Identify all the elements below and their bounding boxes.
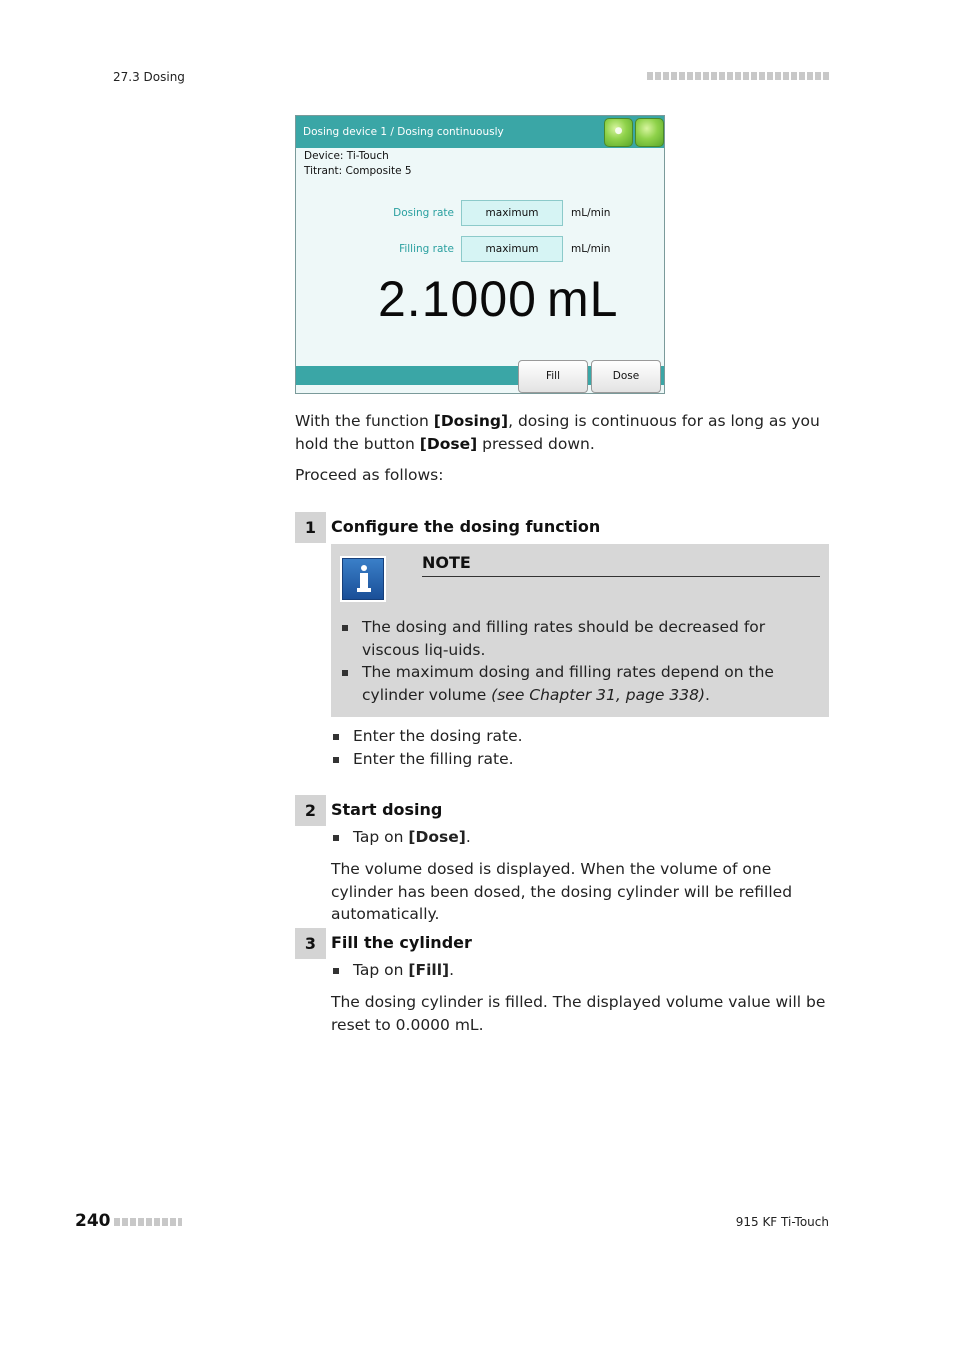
- intro-text: pressed down.: [477, 434, 595, 453]
- dose-button-ref: [Dose]: [419, 434, 478, 453]
- volume-unit: mL: [546, 271, 619, 327]
- bullet-text: Tap on: [353, 961, 409, 979]
- screen-title: Dosing device 1 / Dosing continuously: [303, 126, 504, 138]
- dosing-rate-unit: mL/min: [571, 207, 611, 219]
- step-title: Start dosing: [331, 800, 443, 819]
- step-2-bullets: [331, 826, 829, 849]
- header-decoration: [647, 72, 829, 80]
- dosing-rate-label: Dosing rate: [393, 207, 454, 219]
- filling-rate-unit: mL/min: [571, 243, 611, 255]
- intro-text: With the function: [295, 412, 434, 430]
- chapter-reference[interactable]: (see Chapter 31, page 338): [491, 685, 706, 704]
- intro-text: , dosing is continuous for as long as you hold the button: [295, 412, 820, 453]
- device-line: Device: Ti-Touch: [304, 150, 389, 162]
- dose-button-ref: [Dose]: [408, 828, 466, 846]
- bullet-text: Tap on: [353, 828, 409, 846]
- filling-rate-field[interactable]: maximum: [461, 236, 563, 262]
- proceed-paragraph: Proceed as follows:: [295, 466, 444, 484]
- screen-title-bar: [296, 116, 664, 148]
- dose-button[interactable]: Dose: [591, 360, 661, 393]
- footer-decoration: [114, 1218, 182, 1226]
- list-item: Enter the filling rate.: [331, 748, 829, 771]
- list-item: Enter the dosing rate.: [331, 725, 829, 748]
- note-title: NOTE: [422, 553, 471, 572]
- dosing-rate-field[interactable]: maximum: [461, 200, 563, 226]
- note-item-text: The maximum dosing and filling rates depend on the cylinder volume: [362, 663, 774, 704]
- fill-button[interactable]: Fill: [518, 360, 588, 393]
- step-number: 3: [295, 928, 326, 959]
- note-item-text: .: [705, 685, 710, 704]
- note-box: [331, 544, 829, 717]
- step-title: Fill the cylinder: [331, 933, 472, 952]
- titrant-line: Titrant: Composite 5: [304, 165, 412, 177]
- step-3-bullets: [331, 959, 829, 982]
- volume-display: [378, 270, 618, 328]
- list-item: [331, 826, 829, 849]
- back-button[interactable]: [635, 118, 664, 147]
- list-item: [331, 959, 829, 982]
- volume-value: 2.1000: [378, 271, 537, 327]
- filling-rate-label: Filling rate: [399, 243, 454, 255]
- dosing-function-ref: [Dosing]: [433, 412, 509, 430]
- device-screen-figure: [295, 115, 665, 394]
- note-list: [340, 616, 818, 706]
- section-header: 27.3 Dosing: [113, 70, 185, 84]
- step-number: 1: [295, 512, 326, 543]
- fill-button-ref: [Fill]: [408, 961, 450, 979]
- bullet-text: .: [449, 961, 455, 979]
- bullet-text: .: [465, 828, 471, 846]
- product-name: 915 KF Ti-Touch: [735, 1215, 829, 1229]
- step-2-text: The volume dosed is displayed. When the volume of one cylinder has been dosed, the dosing cylinder will be refilled automatically.: [331, 860, 793, 923]
- step-3-text: The dosing cylinder is filled. The displayed volume value will be reset to 0.0000 mL.: [331, 993, 826, 1034]
- step-number: 2: [295, 795, 326, 826]
- list-item: [340, 661, 818, 706]
- note-divider: [422, 576, 820, 577]
- intro-paragraph: [295, 410, 829, 455]
- home-button[interactable]: [604, 118, 633, 147]
- step-1-bullets: [331, 725, 829, 770]
- list-item: [340, 616, 818, 661]
- step-title: Configure the dosing function: [331, 517, 601, 536]
- note-item-text: The dosing and filling rates should be decreased for viscous liq-uids.: [362, 618, 766, 659]
- home-icon: ●: [614, 126, 623, 136]
- info-icon: [340, 556, 386, 602]
- page-number: 240: [75, 1211, 111, 1231]
